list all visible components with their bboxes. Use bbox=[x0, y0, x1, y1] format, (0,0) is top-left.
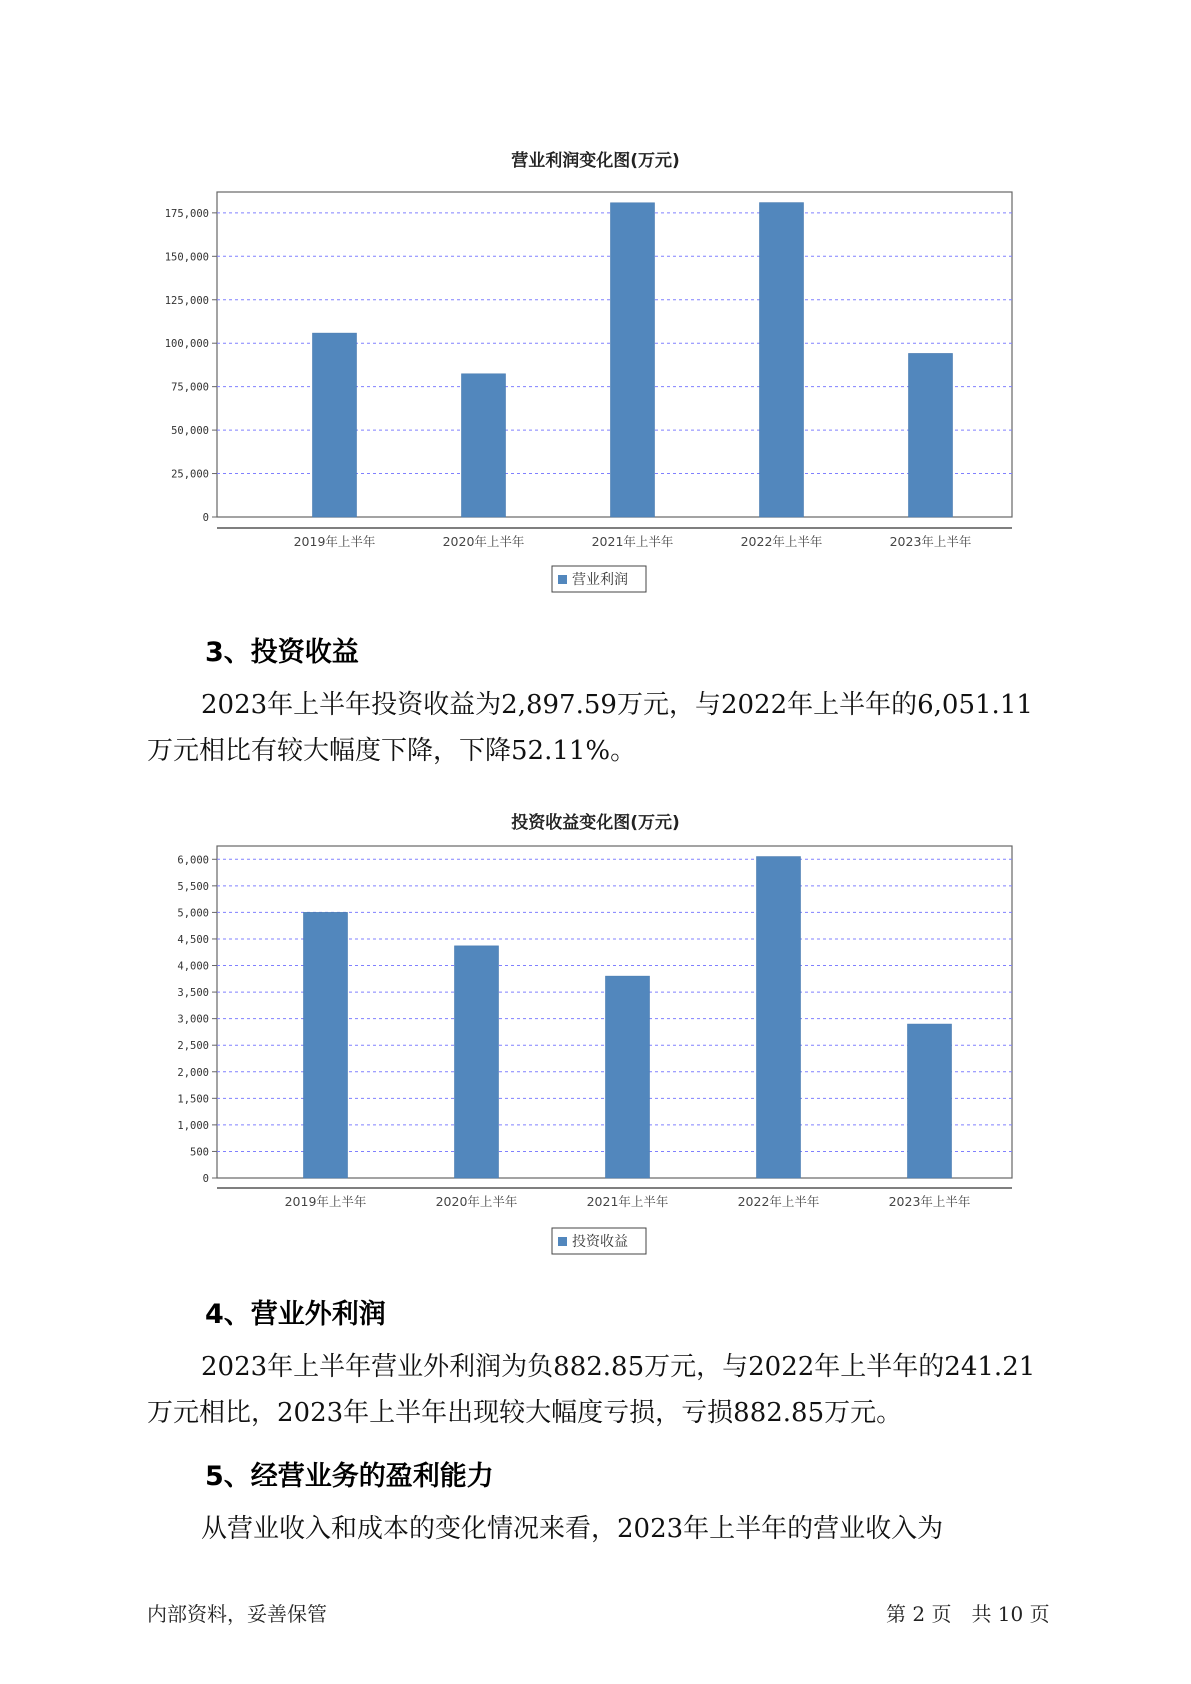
y-tick-label: 5,500 bbox=[177, 880, 209, 893]
y-tick-label: 50,000 bbox=[171, 425, 209, 438]
legend-label: 投资收益 bbox=[572, 1234, 628, 1250]
section-heading-profitability: 5、经营业务的盈利能力 bbox=[205, 1461, 494, 1492]
bar-2 bbox=[462, 374, 506, 517]
chart-legend bbox=[552, 566, 646, 592]
x-tick-label: 2022年上半年 bbox=[737, 1194, 820, 1209]
bar-5 bbox=[909, 353, 953, 517]
y-tick-label: 500 bbox=[190, 1146, 209, 1159]
y-tick-label: 0 bbox=[202, 1173, 209, 1185]
bar-1 bbox=[304, 912, 348, 1178]
x-tick-label: 2023年上半年 bbox=[889, 534, 972, 549]
x-tick-label: 2021年上半年 bbox=[591, 534, 674, 549]
paragraph-line: 2023年上半年营业外利润为负882.85万元，与2022年上半年的241.21 bbox=[201, 1352, 1036, 1382]
bar-1 bbox=[313, 333, 357, 517]
y-tick-label: 3,500 bbox=[177, 987, 209, 1000]
chart-title-investment-income: 投资收益变化图(万元) bbox=[511, 813, 680, 833]
y-tick-label: 125,000 bbox=[164, 294, 209, 307]
y-tick-label: 2,500 bbox=[177, 1040, 209, 1053]
y-tick-label: 150,000 bbox=[164, 251, 209, 264]
bar-3 bbox=[611, 203, 655, 517]
x-tick-label: 2020年上半年 bbox=[442, 534, 525, 549]
x-tick-label: 2021年上半年 bbox=[586, 1194, 669, 1209]
y-tick-label: 4,000 bbox=[177, 960, 209, 973]
section-heading-non-operating-profit: 4、营业外利润 bbox=[205, 1299, 386, 1330]
x-tick-label: 2022年上半年 bbox=[740, 534, 823, 549]
bar-4 bbox=[760, 203, 804, 517]
y-tick-label: 25,000 bbox=[171, 468, 209, 481]
chart-investment-income bbox=[0, 836, 1191, 1256]
chart-title-operating-profit: 营业利润变化图(万元) bbox=[511, 151, 680, 171]
paragraph-line: 万元相比，2023年上半年出现较大幅度亏损，亏损882.85万元。 bbox=[147, 1398, 903, 1428]
paragraph-profitability bbox=[147, 1506, 1047, 1552]
y-tick-label: 3,000 bbox=[177, 1013, 209, 1026]
legend-label: 营业利润 bbox=[572, 572, 628, 588]
paragraph-investment-income bbox=[147, 682, 1047, 774]
y-tick-label: 1,000 bbox=[177, 1119, 209, 1132]
paragraph-line: 从营业收入和成本的变化情况来看，2023年上半年的营业收入为 bbox=[201, 1514, 944, 1544]
bar-2 bbox=[455, 946, 499, 1178]
y-tick-label: 0 bbox=[202, 512, 209, 524]
y-tick-label: 4,500 bbox=[177, 933, 209, 946]
bar-5 bbox=[908, 1024, 952, 1178]
legend-swatch bbox=[558, 575, 567, 584]
y-tick-label: 100,000 bbox=[164, 338, 209, 351]
bar-4 bbox=[757, 857, 801, 1178]
y-tick-label: 5,000 bbox=[177, 907, 209, 920]
x-tick-label: 2019年上半年 bbox=[293, 534, 376, 549]
x-tick-label: 2019年上半年 bbox=[284, 1194, 367, 1209]
y-tick-label: 75,000 bbox=[171, 381, 209, 394]
chart-legend bbox=[552, 1228, 646, 1254]
footer-confidential-note: 内部资料，妥善保管 bbox=[147, 1602, 327, 1626]
y-tick-label: 175,000 bbox=[164, 207, 209, 220]
section-heading-investment-income: 3、投资收益 bbox=[205, 637, 359, 668]
y-tick-label: 2,000 bbox=[177, 1066, 209, 1079]
y-tick-label: 6,000 bbox=[177, 854, 209, 867]
paragraph-line: 万元相比有较大幅度下降，下降52.11%。 bbox=[147, 736, 637, 766]
legend-swatch bbox=[558, 1237, 567, 1246]
y-tick-label: 1,500 bbox=[177, 1093, 209, 1106]
paragraph-line: 2023年上半年投资收益为2,897.59万元，与2022年上半年的6,051.11 bbox=[201, 690, 1033, 720]
paragraph-non-operating-profit bbox=[147, 1344, 1047, 1436]
footer-page-number: 第 2 页 共 10 页 bbox=[886, 1602, 1050, 1626]
x-tick-label: 2023年上半年 bbox=[888, 1194, 971, 1209]
x-tick-label: 2020年上半年 bbox=[435, 1194, 518, 1209]
chart-operating-profit bbox=[0, 175, 1191, 595]
bar-3 bbox=[606, 976, 650, 1178]
